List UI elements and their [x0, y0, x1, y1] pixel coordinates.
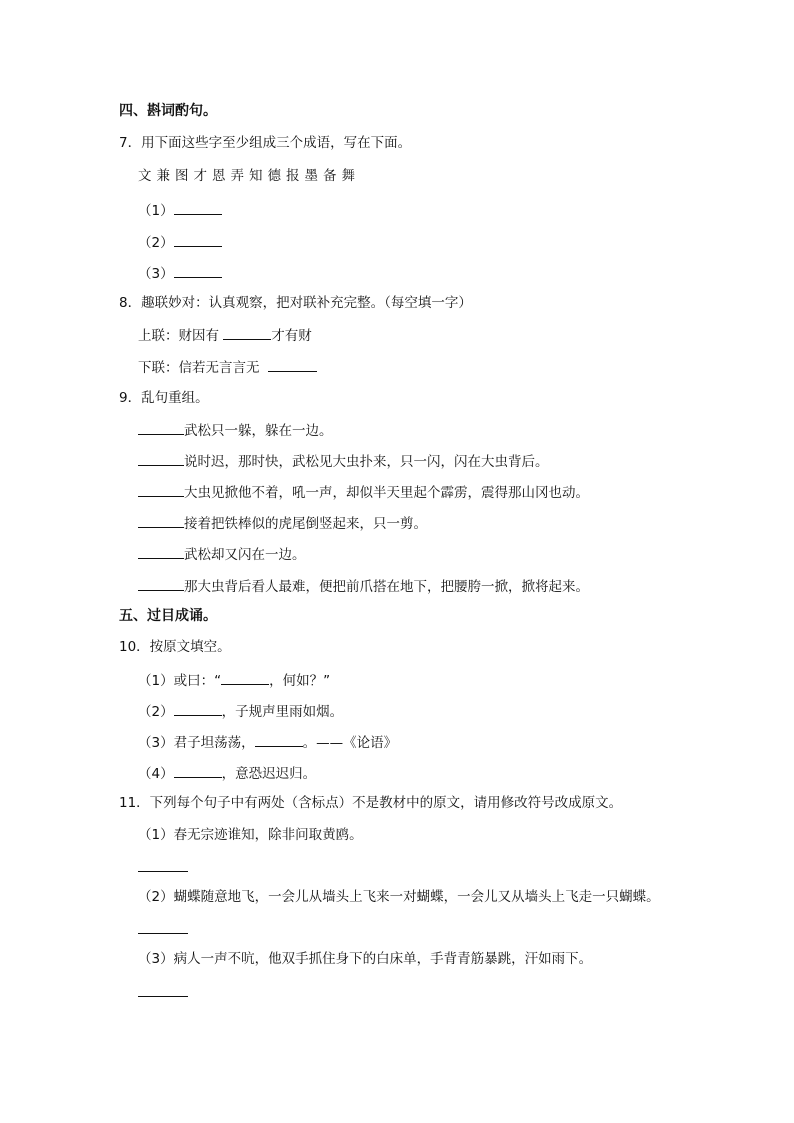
item-suffix: ，子规声里雨如烟。: [221, 704, 344, 720]
question-11-stem: 11．下列每个句子中有两处（含标点）不是教材中的原文，请用修改符号改成原文。: [119, 795, 623, 811]
character: 图: [175, 168, 189, 184]
item-suffix: 。——《论语》: [302, 735, 398, 751]
answer-blank[interactable]: [174, 701, 222, 716]
item-prefix: （4）: [138, 766, 174, 782]
question-8-stem: 8．趣联妙对：认真观察，把对联补充完整。（每空填一字）: [119, 295, 472, 311]
sentence-text: 接着把铁棒似的虎尾倒竖起来，只一剪。: [184, 516, 427, 532]
answer-blank[interactable]: [138, 482, 184, 497]
answer-blank[interactable]: [138, 919, 188, 934]
character: 备: [323, 168, 337, 184]
sentence-text: 那大虫背后看人最难，便把前爪搭在地下，把腰胯一掀，掀将起来。: [184, 579, 589, 595]
question-11-answer-line-1: [138, 857, 188, 877]
question-11-item-1: （1）春无宗迹谁知，除非问取黄鸥。: [138, 827, 363, 843]
item-prefix: （2）: [138, 704, 174, 720]
character: 舞: [341, 168, 355, 184]
question-11-answer-line-3: [138, 982, 188, 1002]
question-7-characters: [138, 167, 360, 185]
item-prefix: （1）或曰：“: [138, 673, 222, 689]
answer-blank[interactable]: [138, 982, 188, 997]
answer-blank[interactable]: [174, 200, 222, 215]
item-suffix: ，何如？”: [269, 673, 331, 689]
couplet-lower-prefix: 下联：信若无言言无: [138, 360, 260, 376]
answer-blank[interactable]: [255, 732, 303, 747]
answer-blank[interactable]: [174, 232, 222, 247]
section-four-title: 四、斟词酌句。: [119, 103, 217, 119]
couplet-upper-line: [138, 325, 312, 345]
reorder-sentence: [138, 576, 589, 596]
question-7-stem: 7．用下面这些字至少组成三个成语，写在下面。: [119, 135, 412, 151]
answer-blank[interactable]: [174, 263, 222, 278]
reorder-sentence: [138, 451, 549, 471]
character: 墨: [304, 168, 318, 184]
question-7-item-1: [138, 200, 222, 220]
question-9-stem: 9．乱句重组。: [119, 390, 209, 406]
character: 报: [286, 168, 300, 184]
character: 文: [138, 168, 152, 184]
answer-blank[interactable]: [138, 544, 184, 559]
character: 才: [193, 168, 207, 184]
item-number: （3）: [138, 266, 174, 282]
answer-blank[interactable]: [221, 670, 269, 685]
character: 德: [267, 168, 281, 184]
reorder-sentence: [138, 482, 589, 502]
question-7-item-3: [138, 263, 222, 283]
couplet-upper-prefix: 上联：财因有: [138, 328, 219, 344]
answer-blank[interactable]: [138, 420, 184, 435]
question-11-answer-line-2: [138, 919, 188, 939]
item-number: （2）: [138, 235, 174, 251]
answer-blank[interactable]: [174, 763, 222, 778]
character: 兼: [156, 168, 170, 184]
reorder-sentence: [138, 513, 427, 533]
section-five-title: 五、过目成诵。: [119, 608, 217, 624]
sentence-text: 大虫见掀他不着，吼一声，却似半天里起个霹雳，震得那山冈也动。: [184, 485, 589, 501]
character: 恩: [212, 168, 226, 184]
couplet-upper-suffix: 才有财: [271, 328, 312, 344]
question-10-item-3: [138, 732, 397, 752]
answer-blank[interactable]: [138, 576, 184, 591]
character: 弄: [230, 168, 244, 184]
item-number: （1）: [138, 203, 174, 219]
question-10-item-4: [138, 763, 316, 783]
answer-blank[interactable]: [138, 451, 184, 466]
question-10-item-2: [138, 701, 343, 721]
answer-blank[interactable]: [138, 513, 184, 528]
couplet-lower-line: [138, 357, 317, 377]
sentence-text: 武松却又闪在一边。: [184, 547, 306, 563]
question-11-item-2: （2）蝴蝶随意地飞，一会儿从墙头上飞来一对蝴蝶，一会儿又从墙头上飞走一只蝴蝶。: [138, 889, 660, 905]
reorder-sentence: [138, 544, 306, 564]
answer-blank[interactable]: [268, 357, 317, 372]
item-prefix: （3）君子坦荡荡，: [138, 735, 255, 751]
answer-blank[interactable]: [138, 857, 188, 872]
question-11-item-3: （3）病人一声不吭，他双手抓住身下的白床单，手背青筋暴跳，汗如雨下。: [138, 951, 593, 967]
answer-blank[interactable]: [223, 325, 271, 340]
sentence-text: 武松只一躲，躲在一边。: [184, 423, 333, 439]
question-10-stem: 10．按原文填空。: [119, 639, 231, 655]
question-10-item-1: [138, 670, 330, 690]
sentence-text: 说时迟，那时快，武松见大虫扑来，只一闪，闪在大虫背后。: [184, 454, 549, 470]
character: 知: [249, 168, 263, 184]
question-7-item-2: [138, 232, 222, 252]
reorder-sentence: [138, 420, 333, 440]
item-suffix: ，意恐迟迟归。: [221, 766, 317, 782]
